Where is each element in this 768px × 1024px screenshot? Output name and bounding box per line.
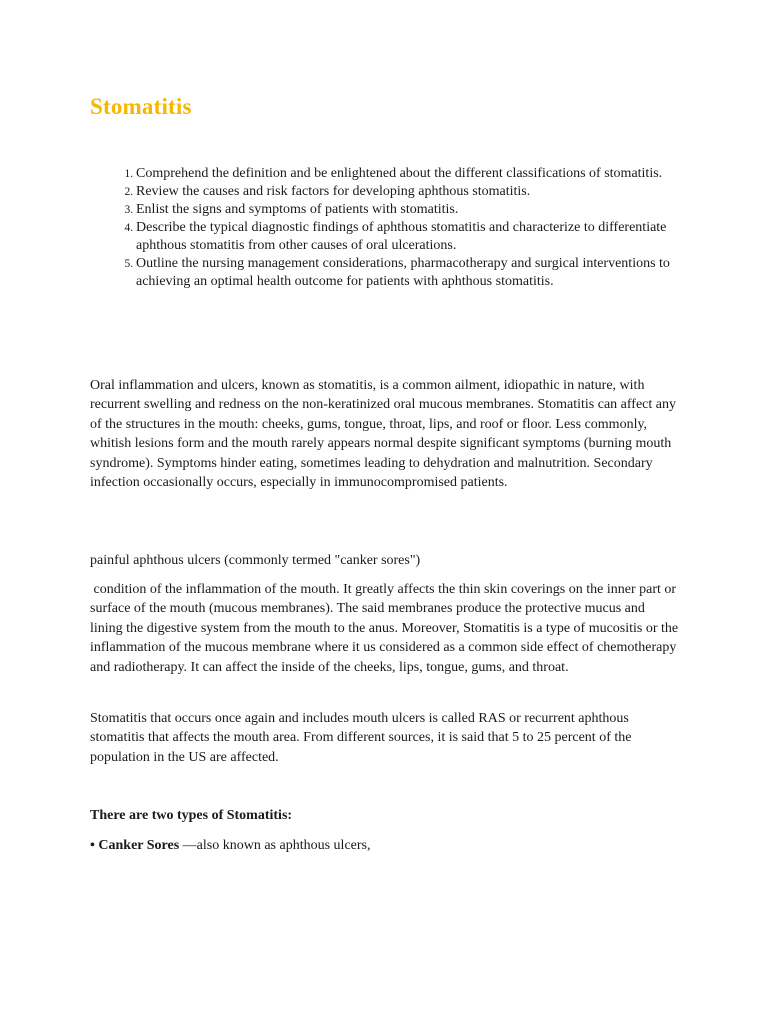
- canker-sores-item: [90, 836, 680, 855]
- intro-paragraph: Oral inflammation and ulcers, known as stomatitis, is a common ailment, idiopathic in nature, with recurrent swelling and redness on the non-keratinized oral mucous membranes. Stomatitis can affect any of the structures in the mouth: cheeks, gums, tongue, throat, lips, and roof or floor. Less commonly, whitish lesions form and the mouth rarely appears normal despite significant symptoms (burning mouth syndrome). Symptoms hinder eating, sometimes leading to dehydration and malnutrition. Secondary infection occasionally occurs, especially in immunocompromised patients.: [90, 378, 676, 491]
- canker-sores-text: —also known as aphthous ulcers,: [179, 838, 371, 853]
- types-heading: There are two types of Stomatitis:: [90, 808, 293, 823]
- objectives-list: [90, 165, 696, 291]
- list-item: 3. Enlist the signs and symptoms of patients with stomatitis.: [136, 201, 696, 219]
- list-item: 1. Comprehend the definition and be enlightened about the different classifications of stomatitis.: [136, 165, 696, 183]
- list-item: 2. Review the causes and risk factors for developing aphthous stomatitis.: [136, 183, 696, 201]
- condition-paragraph: condition of the inflammation of the mouth. It greatly affects the thin skin coverings on the inner part or surface of the mouth (mucous membranes). The said membranes produce the protective mucus and lining the digestive system from the mouth to the anus. Moreover, Stomatitis is a type of mucositis or the inflammation of the mucous membrane where it us considered as a common side effect of chemotherapy and radiotherapy. It can affect the inside of the cheeks, lips, tongue, gums, and throat.: [90, 582, 682, 675]
- list-item: 5. Outline the nursing management considerations, pharmacotherapy and surgical interventions to achieving an optimal health outcome for patients with aphthous stomatitis.: [136, 255, 696, 291]
- ulcers-caption: painful aphthous ulcers (commonly termed "canker sores"): [90, 553, 421, 568]
- canker-sores-label: • Canker Sores: [90, 838, 180, 853]
- list-item: 4. Describe the typical diagnostic findings of aphthous stomatitis and characterize to differentiate aphthous stomatitis from other causes of oral ulcerations.: [136, 219, 696, 255]
- page-title: Stomatitis: [90, 94, 192, 119]
- ras-paragraph: Stomatitis that occurs once again and includes mouth ulcers is called RAS or recurrent aphthous stomatitis that affects the mouth area. From different sources, it is said that 5 to 25 percent of the population in the US are affected.: [90, 711, 632, 765]
